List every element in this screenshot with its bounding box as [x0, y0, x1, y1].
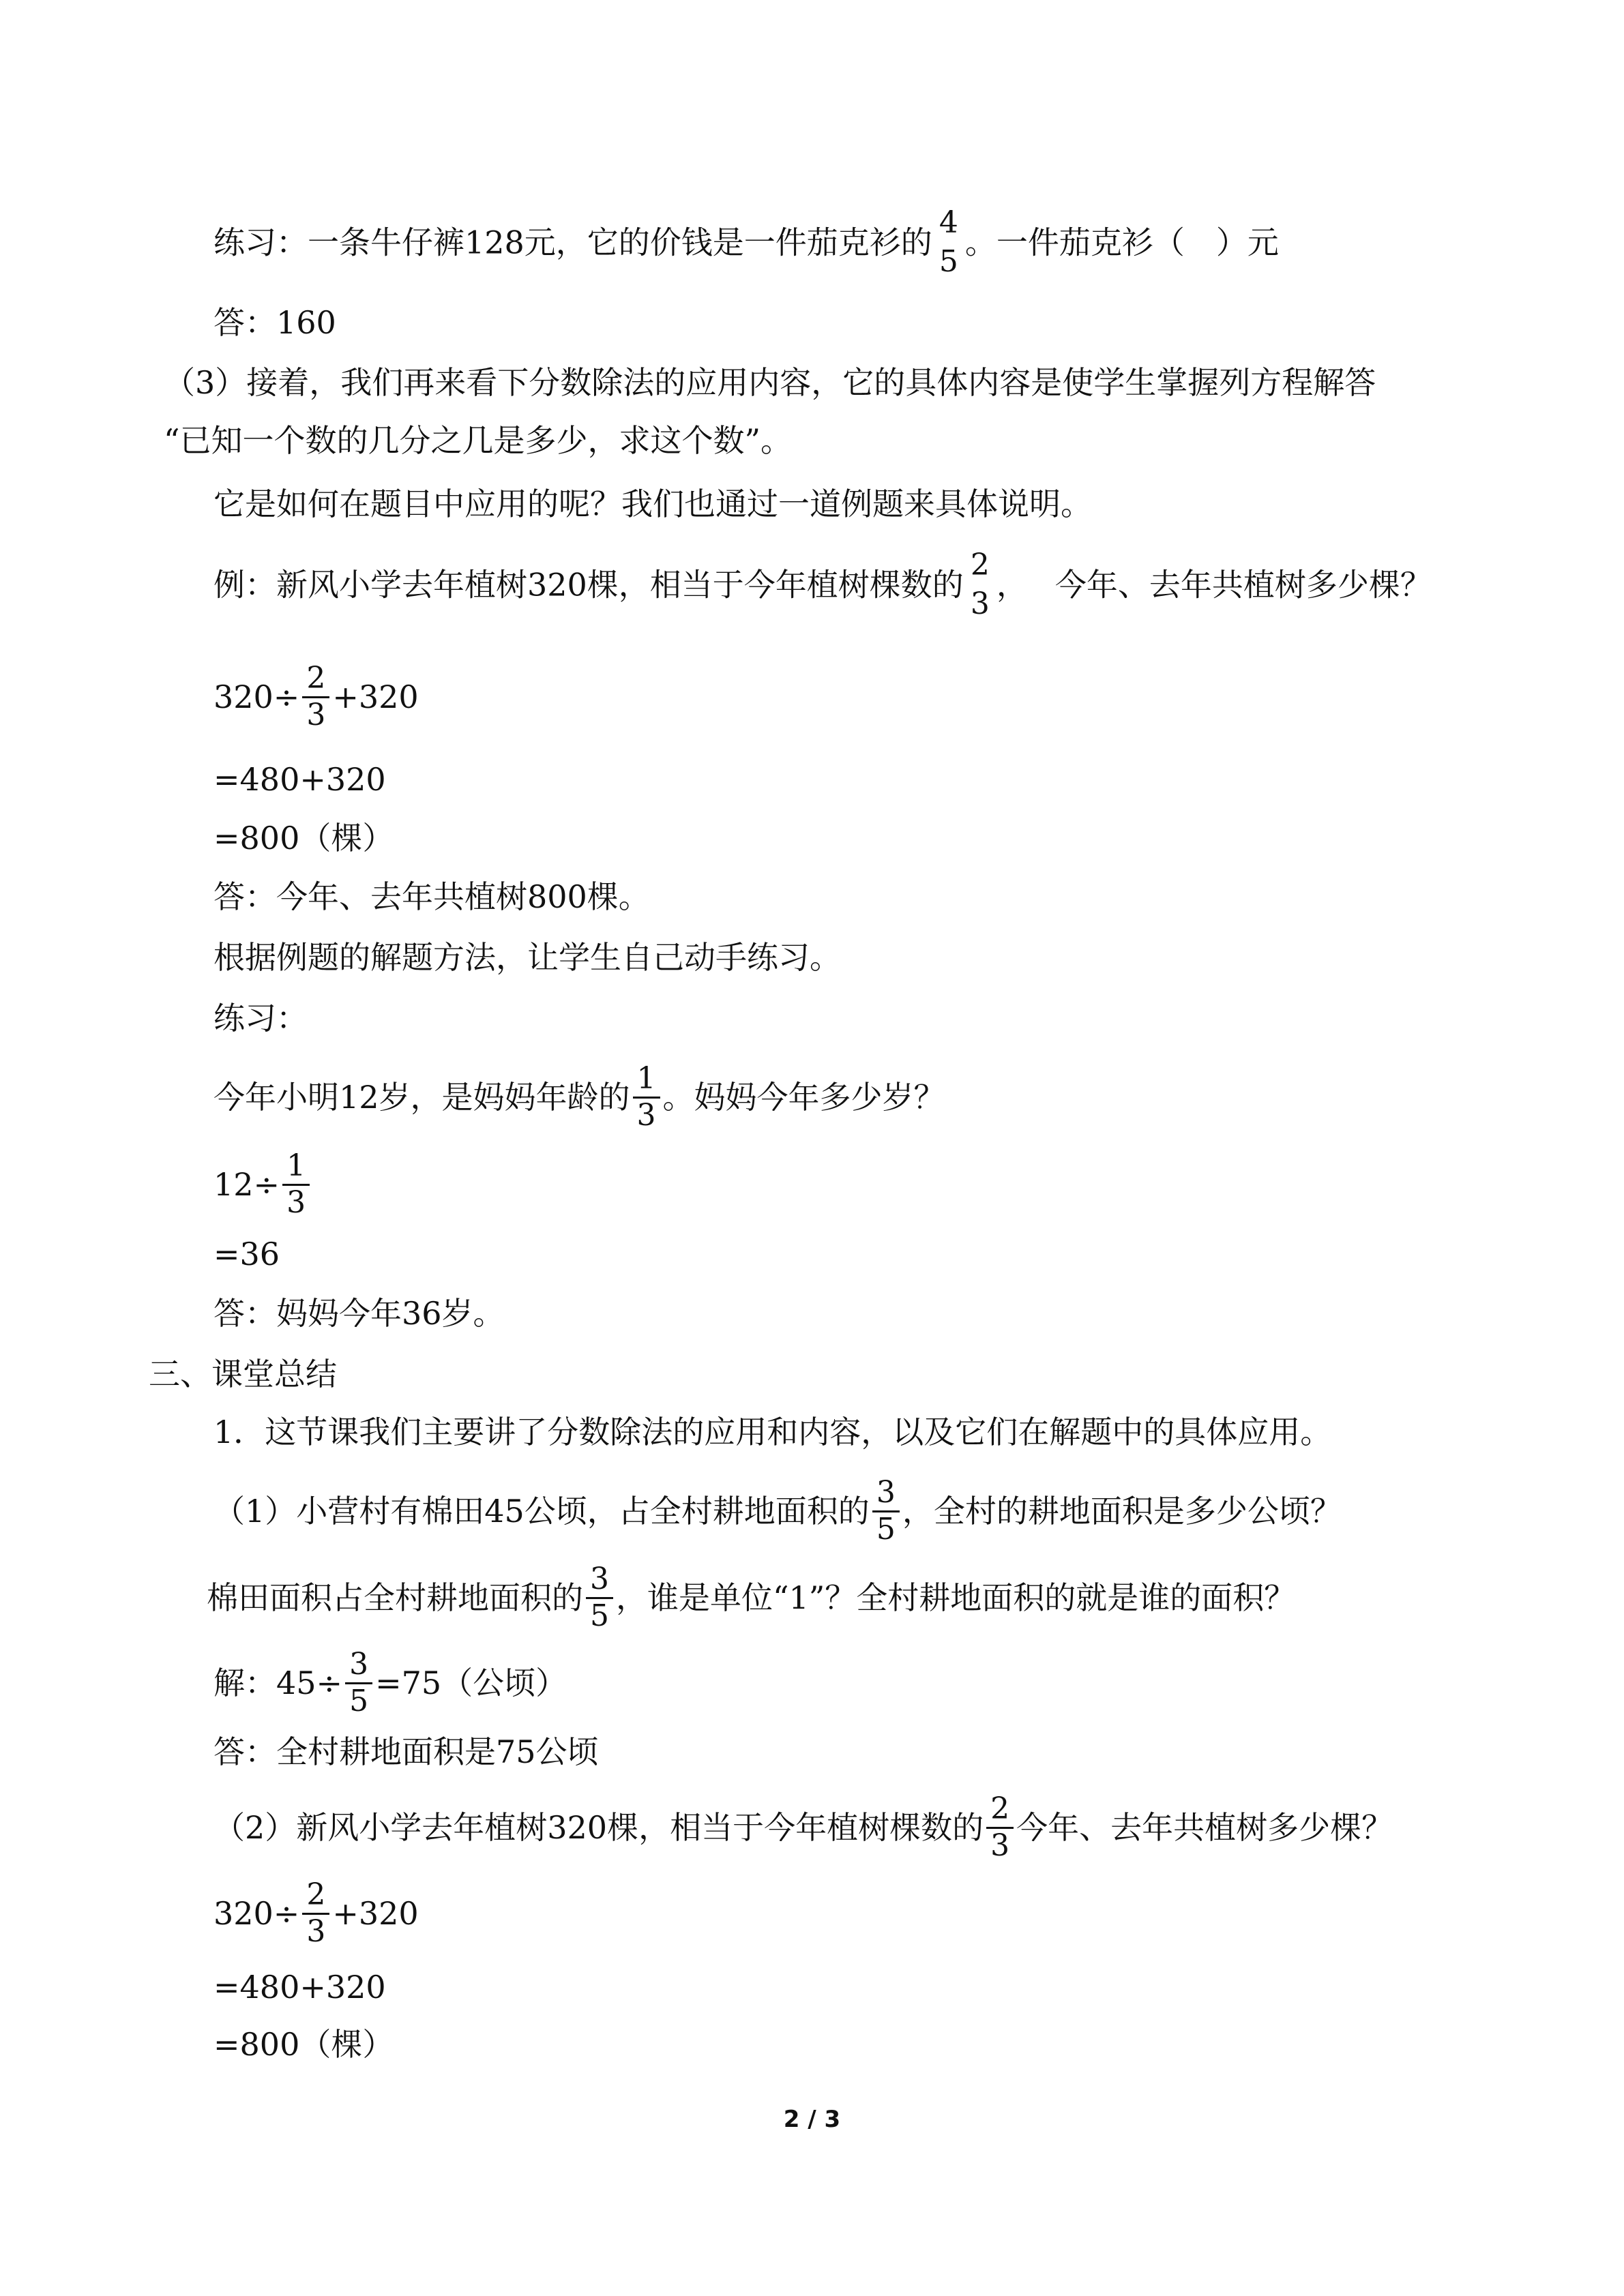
practice-equation-2: =36	[213, 1236, 280, 1272]
summary-question-2: （2）新风小学去年植树320棵，相当于今年植树棵数的 $\frac{2}{3}$ 今年、去年共植树多少棵？	[213, 1791, 1393, 1863]
fraction-one-third: $\frac{1}{3}$	[633, 1062, 660, 1133]
example-tree-question: 今年、去年共植树多少棵？	[1054, 566, 1432, 603]
practice-equation-1: 12÷ $\frac{1}{3}$	[213, 1152, 312, 1223]
exercise-jacket-question: 。一件茄克衫（ ）元	[964, 224, 1279, 261]
summary-question-1: （1）小营村有棉田45公顷，占全村耕地面积的 $\frac{3}{5}$ ，全村的耕地面积是多少公顷？	[213, 1475, 1342, 1547]
fraction-two-thirds: $\frac{2}{3}$	[302, 661, 329, 732]
equation-step-1: 320÷ $\frac{2}{3}$ +320	[213, 661, 419, 732]
fraction-two-thirds: $\frac{2}{3}$	[986, 1792, 1014, 1863]
fraction-three-fifths: $\frac{3}{5}$	[345, 1648, 372, 1718]
section-heading-summary: 三、课堂总结	[149, 1356, 337, 1392]
application-question: 它是如何在题目中应用的呢？我们也通过一道例题来具体说明。	[213, 486, 1092, 522]
summary-equation-2: =480+320	[213, 1969, 386, 2006]
fraction-two-thirds: $\frac{2}{3}$	[302, 1878, 329, 1949]
summary-equation-1: 320÷ $\frac{2}{3}$ +320	[213, 1877, 419, 1949]
answer-160: 答：160	[213, 304, 336, 341]
page-number: 2 / 3	[783, 2106, 841, 2133]
summary-solution: 解：45÷ $\frac{3}{5}$ =75（公顷）	[213, 1647, 567, 1718]
fraction-two-thirds: 2 3	[970, 548, 990, 621]
practice-heading: 练习：	[213, 1000, 308, 1037]
fraction-three-fifths: $\frac{3}{5}$	[586, 1562, 613, 1633]
section-3-intro: （3）接着，我们再来看下分数除法的应用内容，它的具体内容是使学生掌握列方程解答	[164, 364, 1376, 401]
summary-answer-1: 答：全村耕地面积是75公顷	[213, 1733, 599, 1770]
summary-equation-3: =800（棵）	[213, 2026, 394, 2063]
practice-instruction: 根据例题的解题方法，让学生自己动手练习。	[213, 939, 841, 976]
section-3-definition: “已知一个数的几分之几是多少，求这个数”。	[164, 422, 793, 459]
fraction-three-fifths: $\frac{3}{5}$	[872, 1476, 900, 1547]
equation-step-2: =480+320	[213, 761, 386, 798]
fraction-four-fifths: 4 5	[939, 205, 958, 279]
summary-analysis: 棉田面积占全村耕地面积的 $\frac{3}{5}$ ，谁是单位“1”？全村耕地面积的就是谁的面积？	[207, 1562, 1296, 1633]
exercise-jacket-text: 练习：一条牛仔裤128元，它的价钱是一件茄克衫的	[213, 224, 932, 261]
summary-point-1: 1．这节课我们主要讲了分数除法的应用和内容，以及它们在解题中的具体应用。	[213, 1414, 1332, 1450]
example-tree-line: 例：新风小学去年植树320棵，相当于今年植树棵数的 2 3 ， 今年、去年共植树多少棵？	[213, 548, 1432, 621]
practice-question-line: 今年小明12岁，是妈妈年龄的 $\frac{1}{3}$ 。妈妈今年多少岁？	[213, 1061, 945, 1133]
equation-step-3: =800（棵）	[213, 820, 394, 856]
practice-answer: 答：妈妈今年36岁。	[213, 1295, 505, 1332]
example-tree-text: 例：新风小学去年植树320棵，相当于今年植树棵数的	[213, 566, 964, 603]
fraction-one-third: $\frac{1}{3}$	[282, 1149, 310, 1220]
example-answer: 答：今年、去年共植树800棵。	[213, 878, 650, 915]
exercise-jacket-line	[213, 205, 1279, 282]
